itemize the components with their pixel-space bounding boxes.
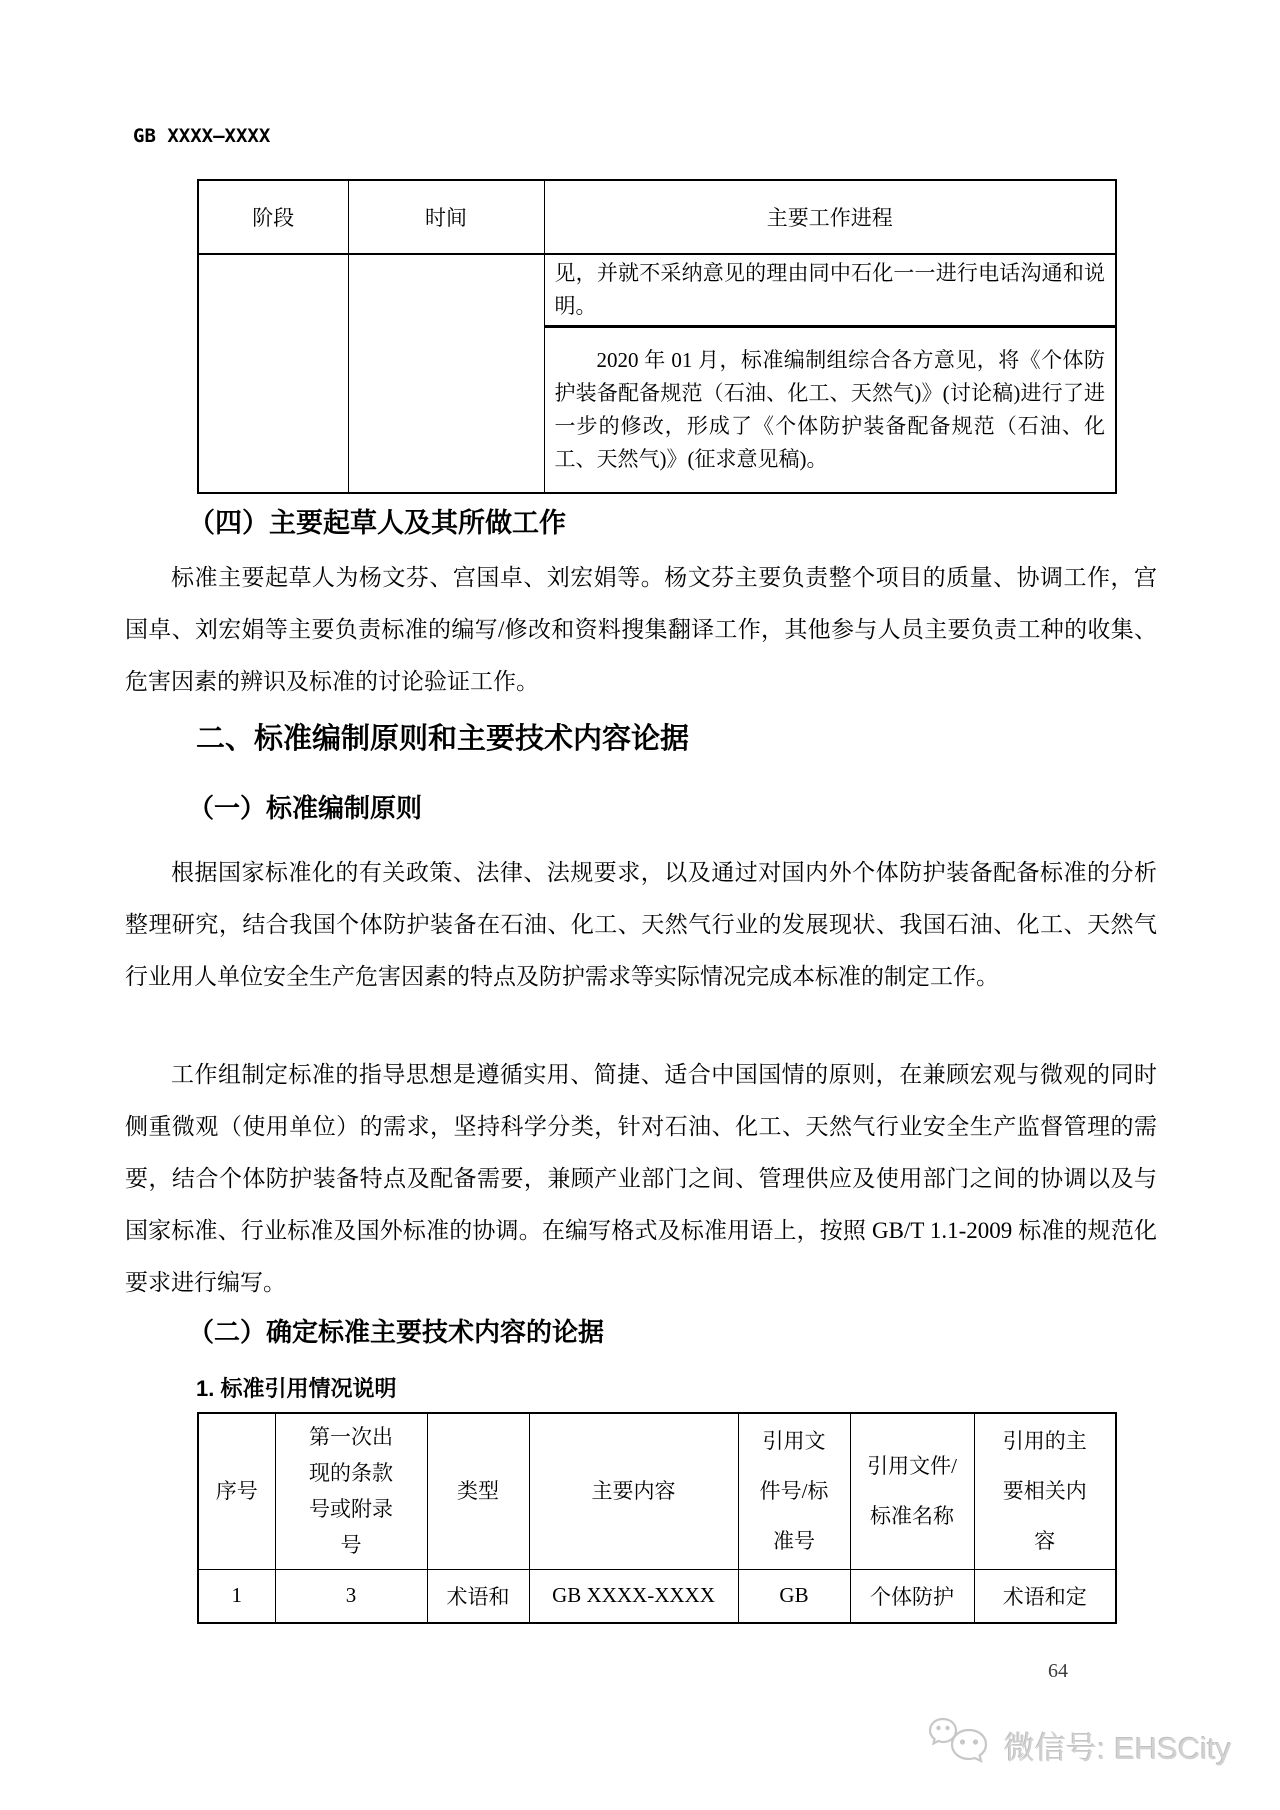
progress-cell-1: 见，并就不采纳意见的理由同中石化一一进行电话沟通和说明。 <box>544 254 1116 327</box>
progress-table <box>197 179 1117 494</box>
col-header-ref-number: 引用文件号/标准号 <box>738 1413 850 1569</box>
section1-heading: （一）标准编制原则 <box>188 793 423 823</box>
page-number: 64 <box>1048 1660 1068 1682</box>
cell-ref-related: 术语和定 <box>974 1569 1116 1623</box>
col-header-progress: 主要工作进程 <box>544 180 1116 254</box>
time-cell <box>348 254 544 493</box>
watermark-text: 微信号: EHSCity <box>1004 1730 1232 1766</box>
col-header-stage: 阶段 <box>198 180 348 254</box>
citation-table <box>197 1412 1117 1624</box>
col-header-type: 类型 <box>427 1413 529 1569</box>
cell-index: 1 <box>198 1569 275 1623</box>
wechat-watermark <box>928 1716 1231 1774</box>
col-header-index: 序号 <box>198 1413 275 1569</box>
col-header-ref-related: 引用的主要相关内容 <box>974 1413 1116 1569</box>
progress-table-row <box>198 254 1116 327</box>
col-header-content: 主要内容 <box>529 1413 738 1569</box>
citation-table-header-row <box>198 1413 1116 1569</box>
progress-table-header-row <box>198 180 1116 254</box>
section4-paragraph: 标准主要起草人为杨文芬、宫国卓、刘宏娟等。杨文芬主要负责整个项目的质量、协调工作，宫国卓、刘宏娟等主要负责标准的编写/修改和资料搜集翻译工作，其他参与人员主要负责工种的收集、危害因素的辨识及标准的讨论验证工作。 <box>125 565 1157 694</box>
cell-ref-number: GB <box>738 1569 850 1623</box>
progress-cell-2: 2020 年 01 月，标准编制组综合各方意见，将《个体防护装备配备规范（石油、化工、天然气)》(讨论稿)进行了进一步的修改，形成了《个体防护装备配备规范（石油、化工、天然气)》(征求意见稿)。 <box>544 327 1116 493</box>
col-header-clause: 第一次出现的条款号或附录号 <box>275 1413 427 1569</box>
col-header-time: 时间 <box>348 180 544 254</box>
part2-heading: 二、标准编制原则和主要技术内容论据 <box>196 723 690 755</box>
citation-table-row <box>198 1569 1116 1623</box>
section1-paragraph-1: 根据国家标准化的有关政策、法律、法规要求，以及通过对国内外个体防护装备配备标准的分析整理研究，结合我国个体防护装备在石油、化工、天然气行业的发展现状、我国石油、化工、天然气行业用人单位安全生产危害因素的特点及防护需求等实际情况完成本标准的制定工作。 <box>125 860 1157 989</box>
col-header-ref-name: 引用文件/标准名称 <box>850 1413 974 1569</box>
cell-clause: 3 <box>275 1569 427 1623</box>
cell-content: GB XXXX-XXXX <box>529 1569 738 1623</box>
doc-code: GB XXXX—XXXX <box>133 125 271 147</box>
wechat-icon <box>928 1716 994 1774</box>
section2-heading: （二）确定标准主要技术内容的论据 <box>188 1317 605 1347</box>
section1-paragraph-2: 工作组制定标准的指导思想是遵循实用、简捷、适合中国国情的原则，在兼顾宏观与微观的同时侧重微观（使用单位）的需求，坚持科学分类，针对石油、化工、天然气行业安全生产监督管理的需要，结合个体防护装备特点及配备需要，兼顾产业部门之间、管理供应及使用部门之间的协调以及与国家标准、行业标准及国外标准的协调。在编写格式及标准用语上，按照 GB/T 1.1-2009 标准的规范化要求进行编写。 <box>125 1062 1157 1295</box>
cell-ref-name: 个体防护 <box>850 1569 974 1623</box>
cell-type: 术语和 <box>427 1569 529 1623</box>
stage-cell <box>198 254 348 493</box>
section4-heading: （四）主要起草人及其所做工作 <box>188 508 566 538</box>
section2-sub-heading: 1. 标准引用情况说明 <box>196 1376 397 1401</box>
